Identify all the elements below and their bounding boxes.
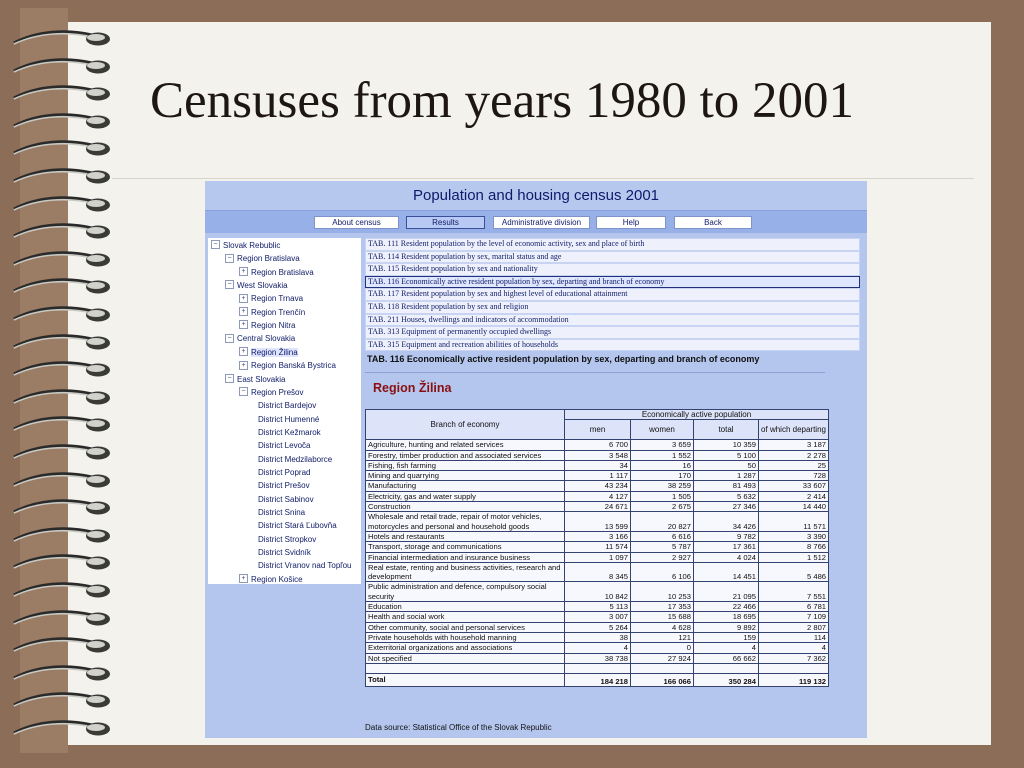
value-cell-women: 10 253 (631, 582, 694, 602)
branch-cell: Electricity, gas and water supply (366, 491, 565, 501)
total-cell-men: 184 218 (565, 673, 631, 686)
branch-cell: Private households with household manning (366, 632, 565, 642)
table-row (366, 531, 829, 541)
value-cell-men: 13 599 (565, 512, 631, 532)
value-cell-men: 8 345 (565, 562, 631, 582)
value-cell-men: 5 113 (565, 602, 631, 612)
tree-item-label: Region Bratislava (251, 267, 314, 277)
tree-item[interactable] (258, 560, 352, 571)
value-cell-men: 1 117 (565, 471, 631, 481)
spiral-ring (12, 441, 112, 463)
expand-icon[interactable]: + (239, 361, 248, 370)
total-cell-departing: 119 132 (759, 673, 829, 686)
table-link[interactable]: TAB. 211 Houses, dwellings and indicators of accommodation (365, 314, 860, 327)
spiral-ring (12, 27, 112, 49)
expand-icon[interactable]: + (239, 294, 248, 303)
table-row (366, 643, 829, 653)
table-row (366, 582, 829, 602)
tree-item[interactable] (225, 280, 288, 291)
value-cell-total: 9 892 (694, 622, 759, 632)
value-cell-departing: 3 390 (759, 531, 829, 541)
total-label: Total (366, 673, 565, 686)
value-cell-women: 5 787 (631, 542, 694, 552)
branch-header: Branch of economy (366, 410, 565, 440)
value-cell-departing: 2 414 (759, 491, 829, 501)
table-row (366, 542, 829, 552)
tree-item-label: Region Trenčín (251, 307, 306, 317)
value-cell-departing: 728 (759, 471, 829, 481)
value-cell-men: 5 264 (565, 622, 631, 632)
table-link[interactable]: TAB. 118 Resident population by sex and religion (365, 301, 860, 314)
branch-cell: Exterritorial organizations and associations (366, 643, 565, 653)
spiral-ring (12, 303, 112, 325)
tree-item-label: District Sabinov (258, 494, 314, 504)
value-cell-departing: 2 807 (759, 622, 829, 632)
value-cell-total: 14 451 (694, 562, 759, 582)
table-row (366, 512, 829, 532)
branch-cell: Financial intermediation and insurance business (366, 552, 565, 562)
branch-cell: Health and social work (366, 612, 565, 622)
spiral-ring (12, 110, 112, 132)
expand-icon[interactable]: + (239, 347, 248, 356)
table-link[interactable]: TAB. 117 Resident population by sex and highest level of educational attainment (365, 288, 860, 301)
spiral-ring (12, 275, 112, 297)
spiral-ring (12, 165, 112, 187)
value-cell-men: 38 (565, 632, 631, 642)
value-cell-total: 5 100 (694, 450, 759, 460)
spiral-ring (12, 496, 112, 518)
value-cell-departing: 6 781 (759, 602, 829, 612)
spiral-ring (12, 331, 112, 353)
tree-item-label: District Vranov nad Topľou (258, 561, 352, 571)
expand-icon[interactable]: + (239, 320, 248, 329)
region-heading: Region Žilina (373, 381, 452, 395)
value-cell-total: 4 (694, 643, 759, 653)
expand-icon[interactable]: + (239, 267, 248, 276)
value-cell-men: 38 738 (565, 653, 631, 663)
table-row (366, 622, 829, 632)
value-cell-men: 34 (565, 460, 631, 470)
tree-item-label: District Stará Ľubovňa (258, 521, 337, 531)
branch-cell: Manufacturing (366, 481, 565, 491)
tree-item-label: Region Košice (251, 574, 303, 584)
value-cell-departing: 8 766 (759, 542, 829, 552)
tree-item[interactable] (211, 240, 280, 251)
slide-title: Censuses from years 1980 to 2001 (150, 73, 854, 129)
tree-item[interactable] (258, 427, 321, 438)
tree-item-label: District Medzilaborce (258, 454, 333, 464)
app-title: Population and housing census 2001 (205, 181, 867, 210)
data-source-note: Data source: Statistical Office of the Slovak Republic (365, 723, 552, 732)
value-cell-men: 4 (565, 643, 631, 653)
collapse-icon[interactable]: − (211, 240, 220, 249)
spiral-ring (12, 413, 112, 435)
tree-item-label: Region Trnava (251, 294, 304, 304)
column-header-women: women (631, 420, 694, 440)
value-cell-departing: 5 486 (759, 562, 829, 582)
tree-item[interactable] (225, 374, 285, 385)
spiral-ring (12, 662, 112, 684)
value-cell-total: 66 662 (694, 653, 759, 663)
tree-item-label: District Stropkov (258, 534, 317, 544)
collapse-icon[interactable]: − (225, 374, 234, 383)
table-row (366, 481, 829, 491)
table-link[interactable]: TAB. 111 Resident population by the level of economic activity, sex and place of birth (365, 238, 860, 251)
collapse-icon[interactable]: − (225, 334, 234, 343)
nav-results-button[interactable]: Results (406, 216, 485, 229)
tree-item[interactable] (258, 507, 305, 518)
spacer-row (366, 663, 829, 673)
value-cell-men: 3 548 (565, 450, 631, 460)
value-cell-men: 6 700 (565, 440, 631, 450)
value-cell-women: 1 552 (631, 450, 694, 460)
total-row (366, 673, 829, 686)
tree-item[interactable] (239, 307, 305, 318)
value-cell-women: 0 (631, 643, 694, 653)
branch-cell: Forestry, timber production and associated services (366, 450, 565, 460)
branch-cell: Fishing, fish farming (366, 460, 565, 470)
collapse-icon[interactable]: − (225, 254, 234, 263)
heading-divider (365, 372, 825, 373)
tree-item[interactable] (258, 440, 310, 451)
branch-cell: Wholesale and retail trade, repair of motor vehicles, motorcycles and personal and household goods (366, 512, 565, 532)
table-heading: TAB. 116 Economically active resident population by sex, departing and branch of economy (367, 354, 760, 364)
value-cell-departing: 114 (759, 632, 829, 642)
nav-bar (205, 210, 867, 233)
value-cell-men: 3 007 (565, 612, 631, 622)
value-cell-total: 1 287 (694, 471, 759, 481)
expand-icon[interactable]: + (239, 574, 248, 583)
spiral-ring (12, 386, 112, 408)
tree-item[interactable] (225, 253, 300, 264)
spiral-ring (12, 248, 112, 270)
table-row (366, 460, 829, 470)
value-cell-departing: 1 512 (759, 552, 829, 562)
table-link[interactable]: TAB. 116 Economically active resident population by sex, departing and branch of economy (365, 276, 860, 289)
value-cell-total: 34 426 (694, 512, 759, 532)
value-cell-total: 17 361 (694, 542, 759, 552)
table-row (366, 491, 829, 501)
tree-item-label: District Snina (258, 508, 306, 517)
value-cell-women: 2 675 (631, 502, 694, 512)
value-cell-women: 27 924 (631, 653, 694, 663)
value-cell-women: 15 688 (631, 612, 694, 622)
tree-item[interactable] (239, 574, 303, 585)
table-row (366, 562, 829, 582)
tree-item[interactable] (239, 360, 336, 371)
table-row (366, 653, 829, 663)
tree-item-label: Region Bratislava (237, 254, 300, 264)
total-cell-women: 166 066 (631, 673, 694, 686)
table-row (366, 552, 829, 562)
collapse-icon[interactable]: − (239, 387, 248, 396)
collapse-icon[interactable]: − (225, 280, 234, 289)
title-divider (112, 178, 974, 179)
value-cell-women: 4 628 (631, 622, 694, 632)
tree-item-label: West Slovakia (237, 281, 288, 291)
value-cell-departing: 25 (759, 460, 829, 470)
column-header-men: men (565, 420, 631, 440)
region-tree (208, 238, 361, 584)
spiral-ring (12, 193, 112, 215)
tree-item-label: Central Slovakia (237, 334, 296, 344)
value-cell-women: 6 616 (631, 531, 694, 541)
value-cell-total: 21 095 (694, 582, 759, 602)
tree-item-label: District Svidník (258, 548, 311, 558)
branch-cell: Real estate, renting and business activities, research and development (366, 562, 565, 582)
branch-cell: Transport, storage and communications (366, 542, 565, 552)
branch-cell: Other community, social and personal services (366, 622, 565, 632)
value-cell-men: 3 166 (565, 531, 631, 541)
tree-item[interactable] (258, 534, 316, 545)
value-cell-men: 10 842 (565, 582, 631, 602)
census-screenshot (205, 181, 867, 738)
tree-item[interactable] (258, 414, 319, 425)
value-cell-departing: 7 551 (759, 582, 829, 602)
value-cell-total: 10 359 (694, 440, 759, 450)
value-cell-men: 11 574 (565, 542, 631, 552)
tree-item-label: District Humenné (258, 414, 320, 424)
value-cell-departing: 11 571 (759, 512, 829, 532)
value-cell-men: 24 671 (565, 502, 631, 512)
table-row (366, 450, 829, 460)
spiral-ring (12, 137, 112, 159)
table-link[interactable]: TAB. 114 Resident population by sex, marital status and age (365, 251, 860, 264)
value-cell-departing: 14 440 (759, 502, 829, 512)
value-cell-total: 27 346 (694, 502, 759, 512)
tree-item[interactable] (258, 547, 311, 558)
tree-item[interactable] (239, 267, 314, 278)
expand-icon[interactable]: + (239, 307, 248, 316)
branch-cell: Not specified (366, 653, 565, 663)
tree-item-label: Region Žilina (251, 347, 298, 357)
spiral-ring (12, 551, 112, 573)
value-cell-women: 3 659 (631, 440, 694, 450)
tree-item-label: Region Banská Bystrica (251, 361, 336, 371)
value-cell-total: 18 695 (694, 612, 759, 622)
table-row (366, 612, 829, 622)
tree-item[interactable] (258, 480, 310, 491)
value-cell-total: 5 632 (694, 491, 759, 501)
value-cell-men: 43 234 (565, 481, 631, 491)
total-cell-total: 350 284 (694, 673, 759, 686)
table-row (366, 602, 829, 612)
value-cell-women: 1 505 (631, 491, 694, 501)
spiral-ring (12, 524, 112, 546)
value-cell-women: 20 827 (631, 512, 694, 532)
table-link[interactable]: TAB. 313 Equipment of permanently occupied dwellings (365, 326, 860, 339)
value-cell-men: 4 127 (565, 491, 631, 501)
spiral-ring (12, 469, 112, 491)
tree-item[interactable] (258, 454, 332, 465)
column-header-total: total (694, 420, 759, 440)
tree-item[interactable] (225, 333, 295, 344)
value-cell-women: 38 259 (631, 481, 694, 491)
value-cell-total: 50 (694, 460, 759, 470)
tree-item[interactable] (258, 520, 337, 531)
branch-cell: Hotels and restaurants (366, 531, 565, 541)
value-cell-total: 4 024 (694, 552, 759, 562)
table-row (366, 471, 829, 481)
value-cell-departing: 33 607 (759, 481, 829, 491)
tree-item[interactable] (239, 387, 303, 398)
table-row (366, 440, 829, 450)
branch-cell: Education (366, 602, 565, 612)
value-cell-departing: 7 362 (759, 653, 829, 663)
value-cell-departing: 2 278 (759, 450, 829, 460)
value-cell-men: 1 097 (565, 552, 631, 562)
table-row (366, 632, 829, 642)
tree-item-label: District Kežmarok (258, 427, 321, 437)
spiral-ring (12, 220, 112, 242)
tree-item-label: District Bardejov (258, 401, 317, 411)
value-cell-total: 81 493 (694, 481, 759, 491)
spiral-ring (12, 82, 112, 104)
value-cell-departing: 4 (759, 643, 829, 653)
value-cell-total: 159 (694, 632, 759, 642)
nav-back-button[interactable]: Back (674, 216, 752, 229)
tree-item-label: Region Nitra (251, 321, 296, 331)
tree-item[interactable] (258, 400, 316, 411)
tree-item[interactable] (258, 494, 314, 505)
value-cell-departing: 7 109 (759, 612, 829, 622)
tree-item-label: Region Prešov (251, 387, 304, 397)
tree-item[interactable] (239, 293, 303, 304)
spiral-ring (12, 358, 112, 380)
spiral-ring (12, 55, 112, 77)
value-cell-women: 6 106 (631, 562, 694, 582)
value-cell-women: 121 (631, 632, 694, 642)
table-row (366, 502, 829, 512)
tree-item-label: District Levoča (258, 441, 311, 451)
group-header: Economically active population (565, 410, 829, 420)
value-cell-departing: 3 187 (759, 440, 829, 450)
value-cell-women: 170 (631, 471, 694, 481)
branch-cell: Construction (366, 502, 565, 512)
tree-item-label: Slovak Rebublic (223, 241, 281, 250)
spiral-ring (12, 717, 112, 739)
table-list (365, 238, 860, 351)
tree-item[interactable] (258, 467, 310, 478)
branch-cell: Public administration and defence, compulsory social security (366, 582, 565, 602)
branch-cell: Mining and quarrying (366, 471, 565, 481)
tree-item[interactable] (239, 320, 295, 331)
nav-about-census-button[interactable]: About census (314, 216, 399, 229)
table-link[interactable]: TAB. 115 Resident population by sex and nationality (365, 263, 860, 276)
nav-administrative-division-button[interactable]: Administrative division (493, 216, 590, 229)
value-cell-women: 17 353 (631, 602, 694, 612)
census-data-table (365, 409, 829, 687)
tree-item-label: East Slovakia (237, 374, 286, 384)
value-cell-total: 22 466 (694, 602, 759, 612)
tree-item-label: District Poprad (258, 467, 311, 477)
nav-help-button[interactable]: Help (596, 216, 666, 229)
branch-cell: Agriculture, hunting and related services (366, 440, 565, 450)
spiral-ring (12, 607, 112, 629)
value-cell-women: 2 927 (631, 552, 694, 562)
value-cell-women: 16 (631, 460, 694, 470)
value-cell-total: 9 782 (694, 531, 759, 541)
spiral-ring (12, 579, 112, 601)
tree-item-label: District Prešov (258, 481, 310, 491)
spiral-ring (12, 689, 112, 711)
tree-item[interactable] (239, 347, 298, 358)
spiral-ring (12, 634, 112, 656)
column-header-departing: of which departing (759, 420, 829, 440)
table-link[interactable]: TAB. 315 Equipment and recreation abilities of households (365, 339, 860, 352)
